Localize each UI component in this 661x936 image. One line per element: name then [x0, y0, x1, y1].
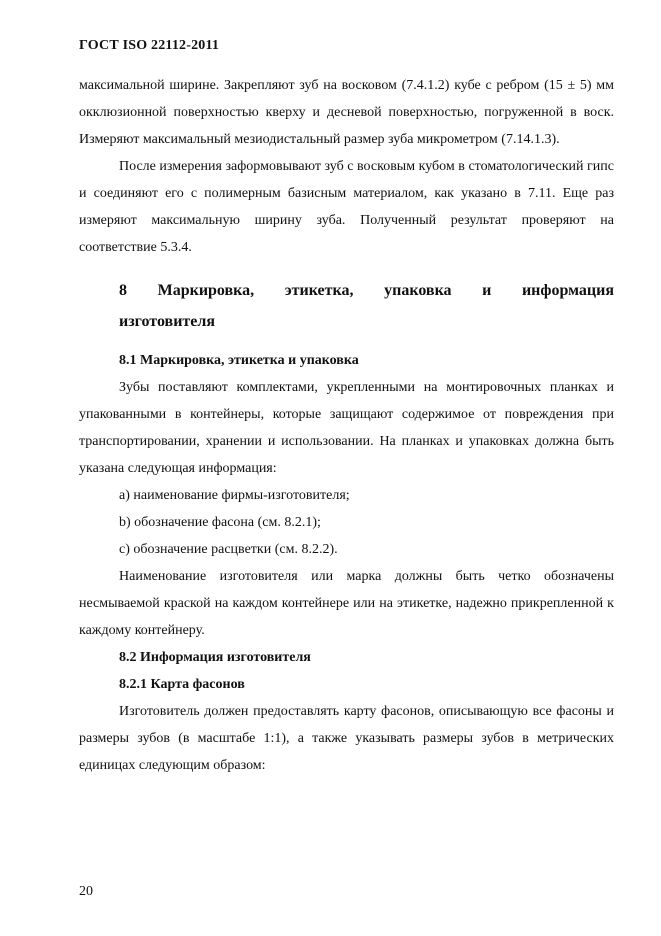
list-item: b) обозначение фасона (см. 8.2.1);: [119, 515, 321, 530]
paragraph: Наименование изготовителя или марка должны быть четко обозначены несмываемой краской на каждом контейнере или на этикетке, надежно прикрепленной к каждому контейнеру.: [79, 569, 614, 638]
paragraph: После измерения заформовывают зуб с восковым кубом в стоматологический гипс и соединяют его с полимерным базисным материалом, как указано в 7.11. Еще раз измеряют максимальную ширину зуба. Полученный результат проверяют на соответствие 5.3.4.: [79, 159, 614, 255]
page-body: [79, 72, 614, 779]
subsection-heading: 8.2 Информация изготовителя: [119, 650, 311, 665]
subsection-heading: 8.1 Маркировка, этикетка и упаковка: [119, 353, 359, 368]
list-item: a) наименование фирмы-изготовителя;: [119, 488, 350, 503]
subsubsection-heading: 8.2.1 Карта фасонов: [119, 677, 245, 692]
page-number: 20: [79, 884, 93, 899]
section-heading-line: 8 Маркировка, этикетка, упаковка и информация: [119, 282, 614, 299]
section-heading-line: изготовителя: [119, 313, 216, 330]
list-item: c) обозначение расцветки (см. 8.2.2).: [119, 542, 338, 557]
paragraph: максимальной ширине. Закрепляют зуб на восковом (7.4.1.2) кубе с ребром (15 ± 5) мм окклюзионной поверхностью кверху и десневой поверхностью, погруженной в воск. Измеряют максимальный мезиодистальный размер зуба микрометром (7.14.1.3).: [79, 78, 614, 147]
section-heading: [79, 275, 614, 337]
document-header: ГОСТ ISO 22112-2011: [79, 38, 220, 53]
paragraph: Зубы поставляют комплектами, укрепленными на монтировочных планках и упакованными в контейнеры, которые защищают содержимое от повреждения при транспортировании, хранении и использовании. На планках и упаковках должна быть указана следующая информация:: [79, 380, 614, 476]
paragraph: Изготовитель должен предоставлять карту фасонов, описывающую все фасоны и размеры зубов (в масштабе 1:1), а также указывать размеры зубов в метрических единицах следующим образом:: [79, 704, 614, 773]
